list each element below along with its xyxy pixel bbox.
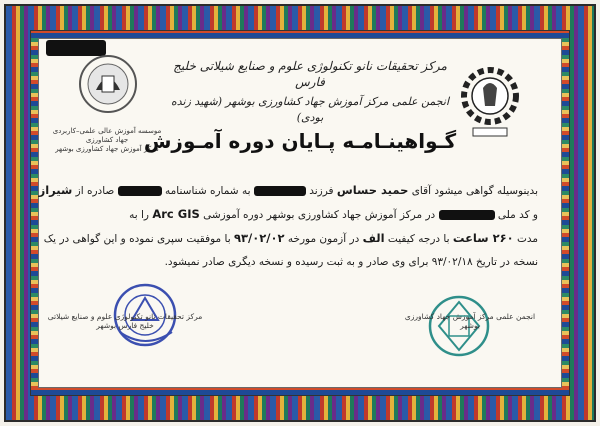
header-block <box>170 58 450 126</box>
grade: الف <box>362 231 385 245</box>
logo-caption-line-2: مرکز آموزش جهاد کشاورزی بوشهر <box>55 145 159 153</box>
header-line-2: انجمن علمی مرکز آموزش جهاد کشاورزی بوشهر (شهید زنده بودی) <box>170 95 450 124</box>
certificate-body <box>38 178 538 274</box>
issue-city: شیراز <box>38 183 73 197</box>
signature-right-caption: انجمن علمی مرکز آموزش جهاد کشاورزی بوشهر <box>404 312 536 330</box>
gear-logo-icon <box>455 64 525 148</box>
course-name: Arc GIS <box>152 207 200 221</box>
certificate-title: گـواهینـامـه پـایان دوره آمـوزش <box>143 129 457 153</box>
redaction-national-code <box>439 210 495 220</box>
body-line-4: نسخه در تاریخ ۹۳/۰۲/۱۸ برای وی صادر و به ثبت رسیده و نسخه دیگری صادر نمیشود. <box>164 256 538 268</box>
training-center: مرکز آموزش جهاد کشاورزی بوشهر <box>266 209 423 221</box>
redaction-father <box>254 186 306 196</box>
signature-left-caption: مرکز تحقیقات نانو تکنولوژی علوم و صنایع شیلاتی خلیج فارس بوشهر <box>47 312 203 330</box>
exam-date: ۹۳/۰۲/۰۲ <box>233 231 285 245</box>
recipient-name: حمید حساس <box>336 183 409 197</box>
body-line-1: بدینوسیله گواهی میشود آقای حمید حساس فرزند به شماره شناسنامه صادره از شیراز <box>38 183 538 197</box>
course-hours: ۲۶۰ ساعت <box>452 231 514 245</box>
redaction-id <box>118 186 162 196</box>
body-line-2: و کد ملی در مرکز آموزش جهاد کشاورزی بوشهر دوره آموزشی Arc GIS را به <box>129 207 538 221</box>
body-line-3: مدت ۲۶۰ ساعت با درجه کیفیت الف در آزمون مورخه ۹۳/۰۲/۰۲ با موفقیت سپری نموده و این گواهی در یک <box>43 231 538 245</box>
header-line-1: مرکز تحقیقات نانو تکنولوژی علوم و صنایع شیلاتی خلیج فارس <box>173 59 447 89</box>
logo-caption-line-1: موسسه آموزش عالی علمی–کاربردی جهاد کشاورزی <box>52 127 162 144</box>
